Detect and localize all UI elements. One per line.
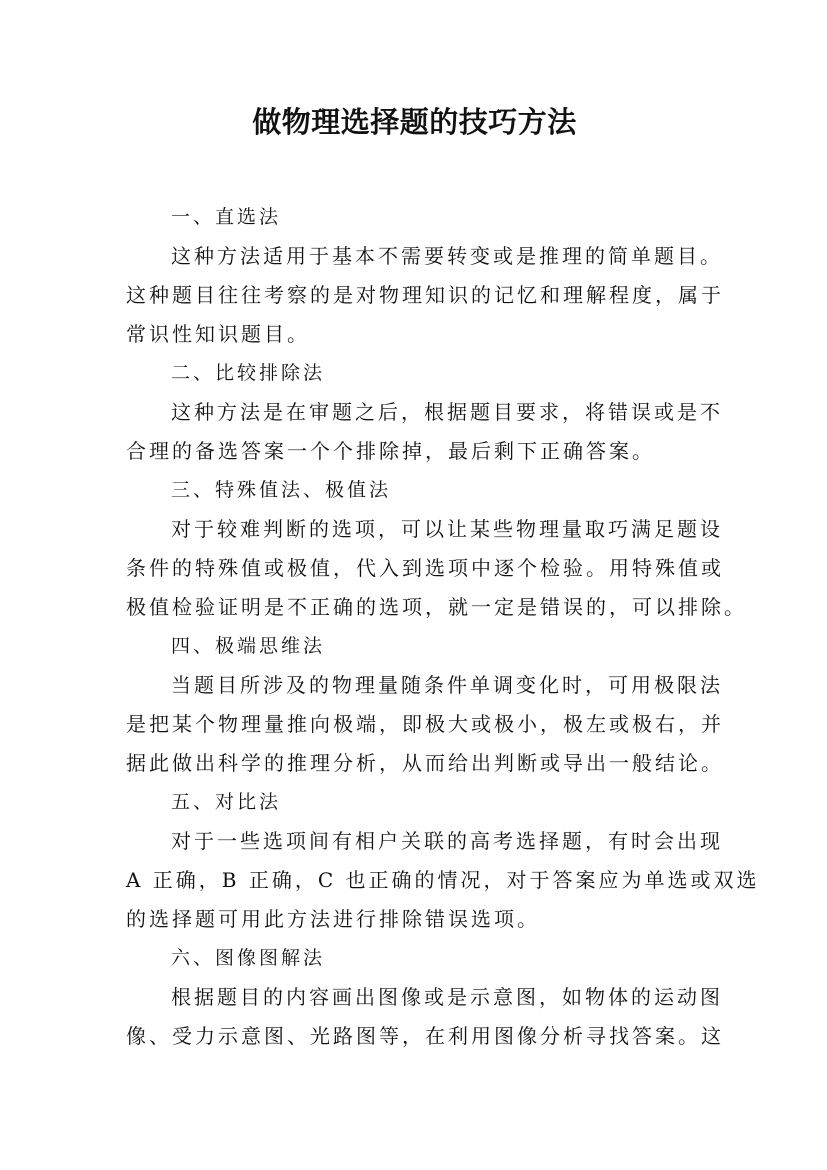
paragraph-line: A 正确，B 正确，C 也正确的情况，对于答案应为单选或双选	[126, 868, 760, 892]
paragraph-line: 这种题目往往考察的是对物理知识的记忆和理解程度，属于	[126, 283, 724, 307]
paragraph-line: 据此做出科学的推理分析，从而给出判断或导出一般结论。	[126, 751, 724, 775]
paragraph-line: 极值检验证明是不正确的选项，就一定是错误的，可以排除。	[126, 595, 747, 619]
paragraph-line: 这种方法适用于基本不需要转变或是推理的简单题目。	[171, 244, 723, 268]
paragraph-line: 这种方法是在审题之后，根据题目要求，将错误或是不	[171, 400, 723, 424]
paragraph-line: 像、受力示意图、光路图等，在利用图像分析寻找答案。这	[126, 1024, 724, 1048]
paragraph-line: 根据题目的内容画出图像或是示意图，如物体的运动图	[171, 985, 723, 1009]
document-body	[126, 198, 760, 1056]
section-heading: 五、对比法	[171, 791, 282, 813]
paragraph-line: 的选择题可用此方法进行排除错误选项。	[126, 907, 540, 931]
document-title: 做物理选择题的技巧方法	[252, 105, 577, 139]
paragraph-line: 当题目所涉及的物理量随条件单调变化时，可用极限法	[171, 673, 723, 697]
section-heading: 四、极端思维法	[171, 635, 326, 657]
paragraph-line: 常识性知识题目。	[126, 322, 310, 346]
paragraph-line: 对于一些选项间有相户关联的高考选择题，有时会出现	[171, 829, 723, 853]
paragraph-line: 对于较难判断的选项，可以让某些物理量取巧满足题设	[171, 517, 723, 541]
paragraph-line: 合理的备选答案一个个排除掉，最后剩下正确答案。	[126, 439, 655, 463]
paragraph-line: 条件的特殊值或极值，代入到选项中逐个检验。用特殊值或	[126, 556, 724, 580]
paragraph-line: 是把某个物理量推向极端，即极大或极小，极左或极右，并	[126, 712, 724, 736]
section-heading: 六、图像图解法	[171, 947, 326, 969]
section-heading: 三、特殊值法、极值法	[171, 479, 392, 501]
section-heading: 一、直选法	[171, 206, 282, 228]
section-heading: 二、比较排除法	[171, 362, 326, 384]
